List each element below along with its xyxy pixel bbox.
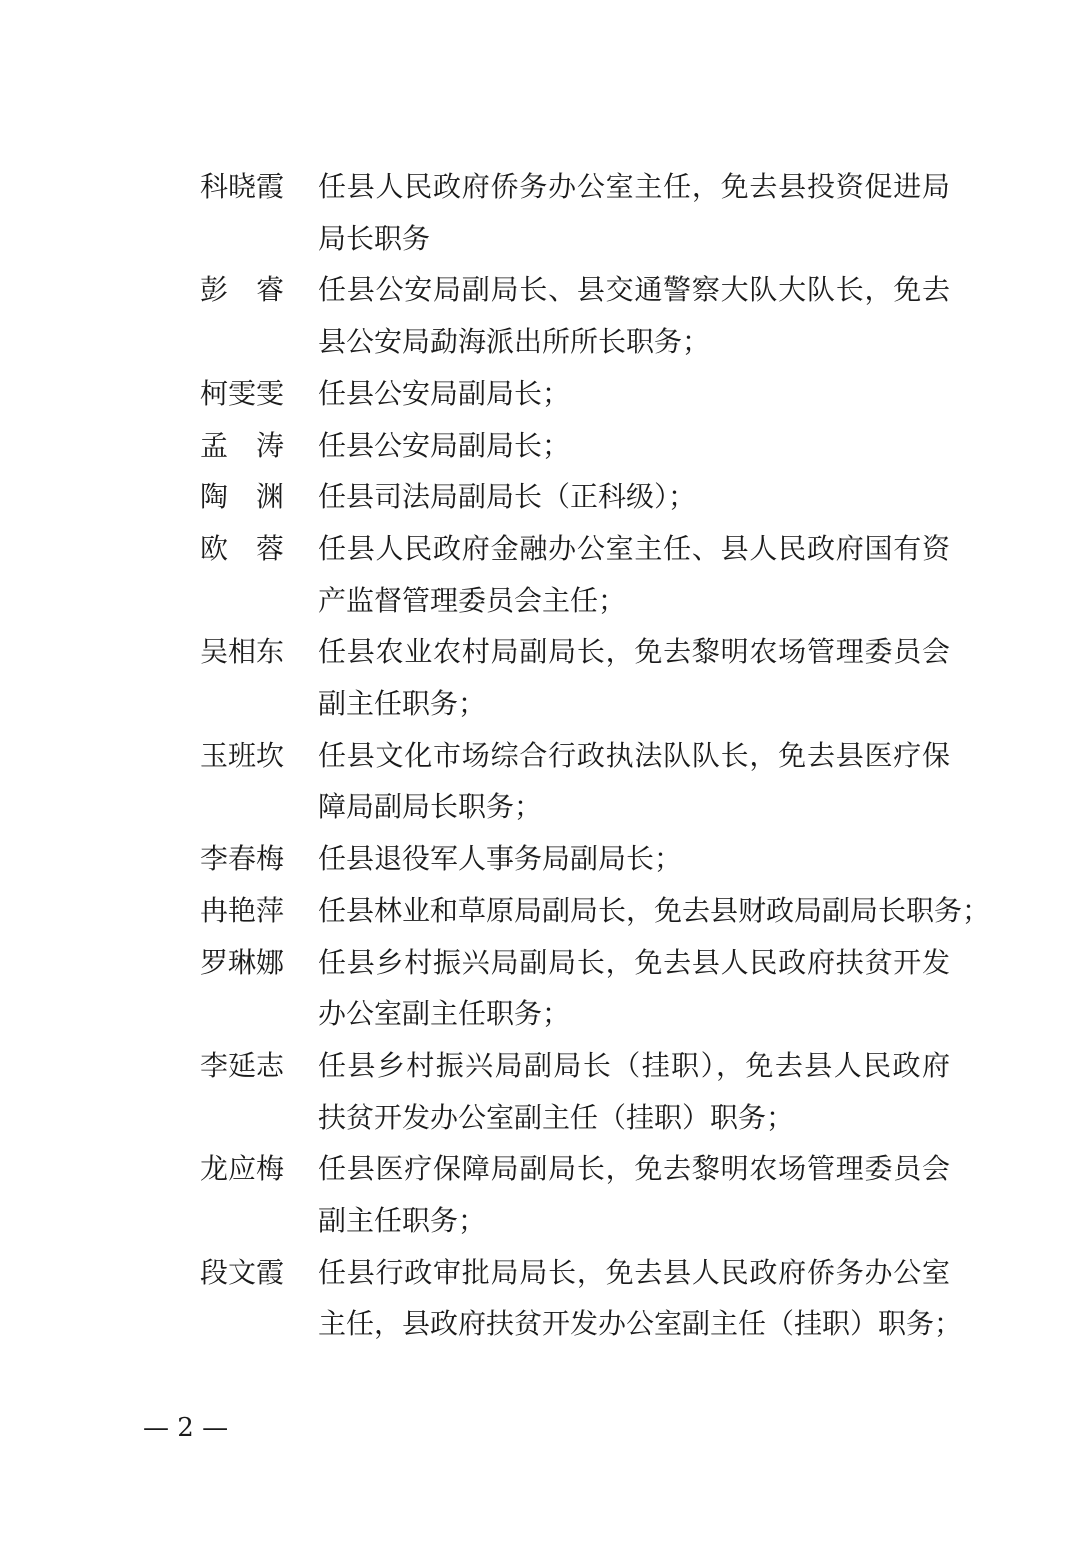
text-line: 局长职务 xyxy=(318,221,431,255)
list-item xyxy=(200,523,960,626)
appointment-text xyxy=(318,937,950,1040)
text-line: 任县人民政府金融办公室主任、县人民政府国有资 xyxy=(318,531,950,565)
list-item xyxy=(200,833,960,885)
appointment-text xyxy=(318,368,950,420)
text-line: 副主任职务； xyxy=(318,687,487,721)
appointment-text xyxy=(318,833,950,885)
text-line: 任县医疗保障局副局长，免去黎明农场管理委员会 xyxy=(318,1152,950,1186)
page-number: — 2 — xyxy=(143,1413,229,1443)
appointment-text xyxy=(318,523,950,626)
list-item xyxy=(200,161,960,264)
text-line: 任县退役军人事务局副局长； xyxy=(318,842,683,876)
list-item xyxy=(200,626,960,729)
person-name: 龙应梅 xyxy=(200,1152,285,1186)
text-line: 副主任职务； xyxy=(318,1204,487,1238)
text-line: 任县司法局副局长（正科级）； xyxy=(318,480,697,514)
text-line: 扶贫开发办公室副主任（挂职）职务； xyxy=(318,1100,795,1134)
person-name: 孟 涛 xyxy=(200,428,285,462)
text-line: 任县乡村振兴局副局长（挂职），免去县人民政府 xyxy=(318,1048,950,1082)
appointment-text xyxy=(318,626,950,729)
list-item xyxy=(200,1247,963,1350)
person-name: 玉班坎 xyxy=(200,738,285,772)
list-item xyxy=(200,730,960,833)
list-item xyxy=(200,420,960,472)
text-line: 障局副局长职务； xyxy=(318,790,543,824)
person-name: 彭 睿 xyxy=(200,273,285,307)
person-name: 科晓霞 xyxy=(200,170,285,203)
text-line: 县公安局勐海派出所所长职务； xyxy=(318,325,711,359)
person-name: 李春梅 xyxy=(200,842,285,876)
appointment-text xyxy=(318,161,950,264)
appointment-text xyxy=(318,885,991,937)
appointment-text xyxy=(318,1143,950,1246)
text-line: 任县乡村振兴局副局长，免去县人民政府扶贫开发 xyxy=(318,945,950,979)
person-name: 李延志 xyxy=(200,1048,285,1082)
list-item xyxy=(200,471,960,523)
person-name: 吴相东 xyxy=(200,635,285,669)
list-item xyxy=(200,264,960,367)
text-line: 产监督管理委员会主任； xyxy=(318,583,627,617)
appointment-text xyxy=(318,471,950,523)
appointment-text xyxy=(318,730,950,833)
text-line: 任县公安局副局长、县交通警察大队大队长，免去 xyxy=(318,273,950,307)
appointment-text xyxy=(318,264,950,367)
person-name: 柯雯雯 xyxy=(200,376,285,410)
text-line: 任县公安局副局长； xyxy=(318,376,571,410)
appointment-text xyxy=(318,420,950,472)
person-name: 陶 渊 xyxy=(200,480,285,514)
text-line: 任县行政审批局局长，免去县人民政府侨务办公室 xyxy=(318,1255,950,1289)
appointment-text xyxy=(318,1247,963,1350)
appointment-text xyxy=(318,1040,950,1143)
list-item xyxy=(200,1040,960,1143)
list-item xyxy=(200,1143,960,1246)
list-item xyxy=(200,368,960,420)
text-line: 任县人民政府侨务办公室主任，免去县投资促进局 xyxy=(318,170,950,203)
person-name: 冉艳萍 xyxy=(200,893,285,927)
person-name: 欧 蓉 xyxy=(200,531,285,565)
appointment-list xyxy=(200,161,991,1350)
text-line: 任县农业农村局副局长，免去黎明农场管理委员会 xyxy=(318,635,950,669)
text-line: 任县林业和草原局副局长，免去县财政局副局长职务； xyxy=(318,893,991,927)
text-line: 主任，县政府扶贫开发办公室副主任（挂职）职务； xyxy=(318,1307,963,1341)
list-item xyxy=(200,885,991,937)
list-item xyxy=(200,937,960,1040)
text-line: 任县公安局副局长； xyxy=(318,428,571,462)
text-line: 任县文化市场综合行政执法队队长，免去县医疗保 xyxy=(318,738,950,772)
text-line: 办公室副主任职务； xyxy=(318,997,571,1031)
person-name: 段文霞 xyxy=(200,1255,285,1289)
person-name: 罗琳娜 xyxy=(200,945,285,979)
